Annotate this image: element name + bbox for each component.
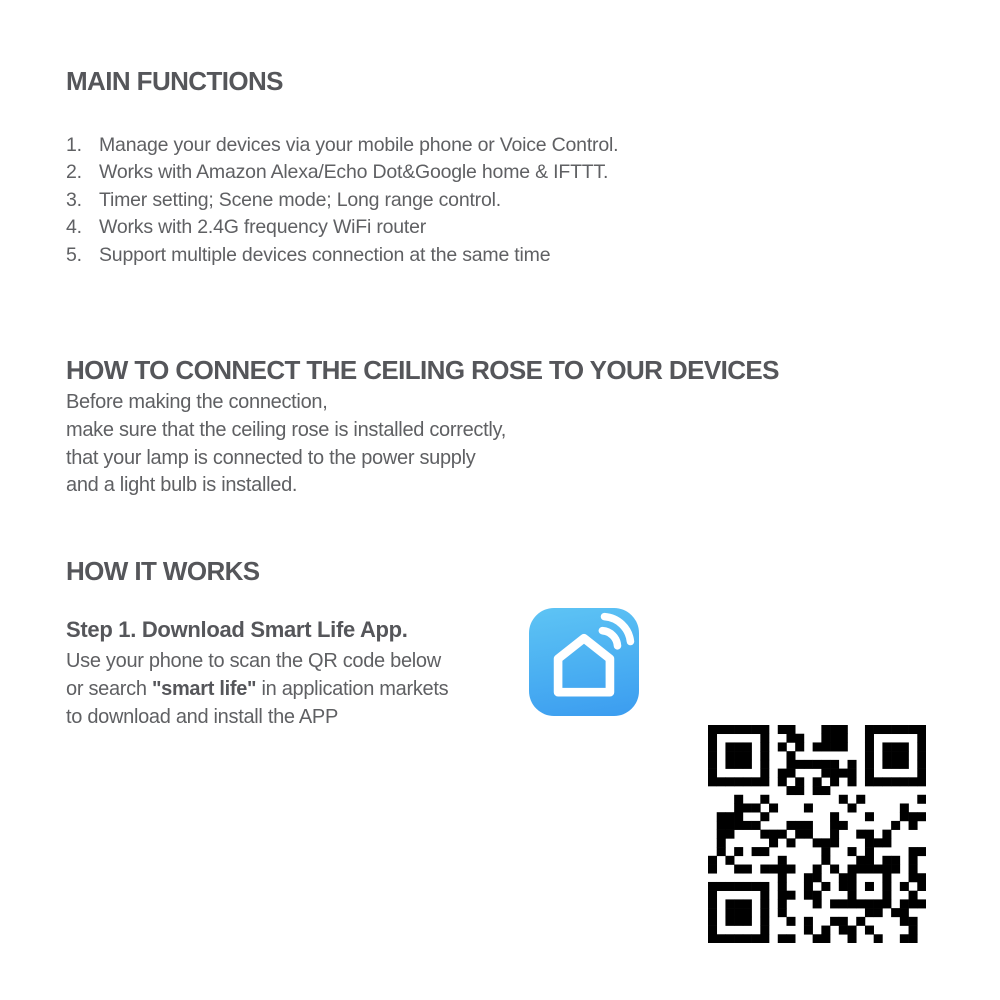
how-to-connect-paragraph [66, 389, 506, 500]
list-text: Works with Amazon Alexa/Echo Dot&Google home & IFTTT. [99, 161, 609, 184]
list-number: 2. [66, 161, 82, 184]
main-functions-heading: MAIN FUNCTIONS [66, 66, 283, 96]
main-functions-list [66, 132, 618, 269]
list-text: Works with 2.4G frequency WiFi router [99, 216, 427, 239]
qr-code-image [708, 725, 926, 943]
list-item [66, 159, 618, 186]
step1-line: to download and install the APP [66, 706, 339, 728]
list-text: Support multiple devices connection at the same time [99, 243, 551, 266]
paragraph-line: and a light bulb is installed. [66, 474, 298, 497]
list-number: 1. [66, 134, 82, 156]
list-text: Manage your devices via your mobile phone or Voice Control. [99, 134, 619, 156]
smart-life-emphasis: "smart life" [151, 678, 257, 700]
step1-line [66, 675, 448, 703]
house-wifi-icon [529, 608, 639, 716]
smart-life-app-icon [529, 608, 639, 716]
list-number: 3. [66, 188, 82, 211]
step1-line-text: in application markets [256, 678, 449, 700]
list-item [66, 187, 618, 214]
step1-title: Step 1. Download Smart Life App. [66, 617, 408, 642]
list-number: 5. [66, 243, 82, 266]
paragraph-line: Before making the connection, [66, 391, 328, 413]
how-it-works-heading: HOW IT WORKS [66, 556, 260, 586]
step1-paragraph [66, 647, 448, 731]
step1-line: Use your phone to scan the QR code below [66, 650, 441, 672]
paragraph-line: that your lamp is connected to the power supply [66, 446, 476, 469]
list-item [66, 214, 618, 241]
list-number: 4. [66, 216, 82, 239]
list-item [66, 242, 618, 269]
qr-code [708, 725, 926, 943]
step1-line-text: or search [66, 678, 152, 700]
paragraph-line: make sure that the ceiling rose is installed correctly, [66, 418, 506, 441]
list-item [66, 132, 618, 159]
list-text: Timer setting; Scene mode; Long range control. [99, 188, 501, 211]
how-to-connect-heading: HOW TO CONNECT THE CEILING ROSE TO YOUR DEVICES [66, 355, 779, 385]
